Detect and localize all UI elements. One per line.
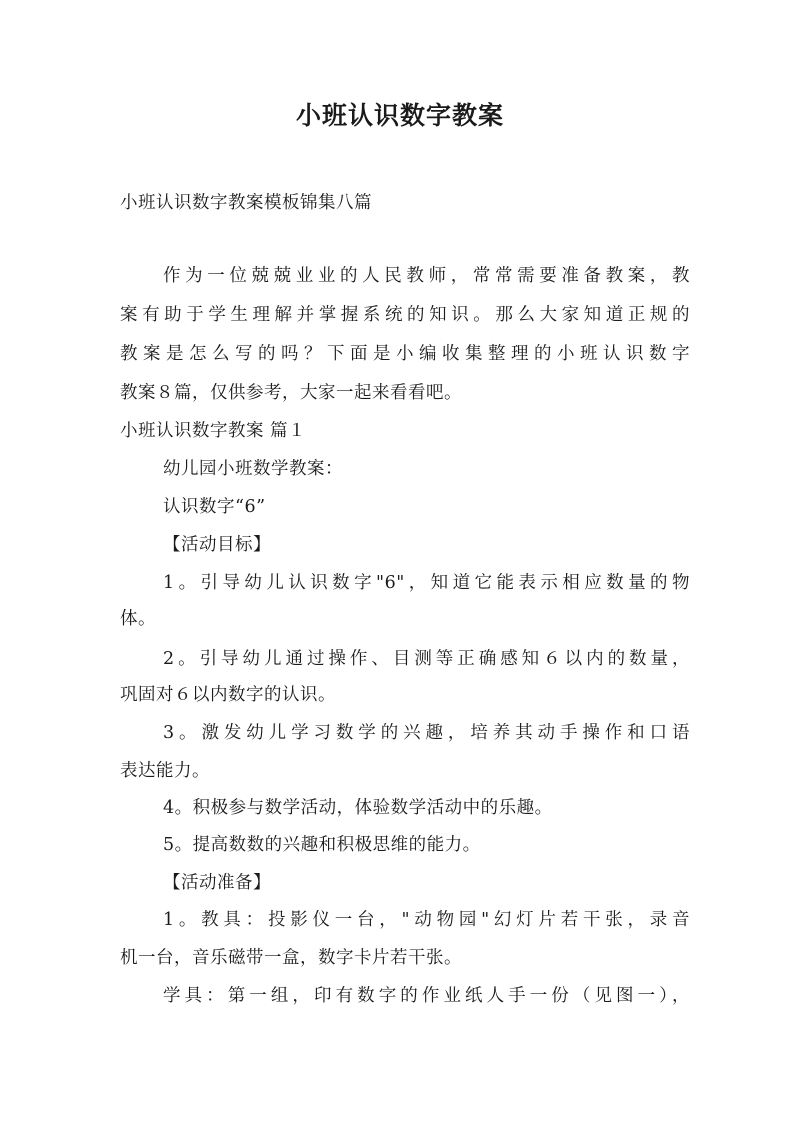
intro-line-1: 作为一位兢兢业业的人民教师，常常需要准备教案，教 xyxy=(163,266,690,286)
prep-1-line-1: 1。教具：投影仪一台，"动物园"幻灯片若干张，录音 xyxy=(163,910,690,930)
document-subtitle: 小班认识数字教案模板锦集八篇 xyxy=(120,193,372,213)
goal-1-line-2: 体。 xyxy=(120,609,156,629)
goal-3-line-1: 3。激发幼儿学习数学的兴趣，培养其动手操作和口语 xyxy=(163,723,690,743)
goal-5: 5。提高数数的兴趣和积极思维的能力。 xyxy=(163,835,481,855)
prep-2-line-1: 学具：第一组，印有数字的作业纸人手一份（见图一）， xyxy=(163,986,690,1006)
paragraph-line: 认识数字“6” xyxy=(163,497,266,517)
goal-1-line-1: 1。引导幼儿认识数字"6"，知道它能表示相应数量的物 xyxy=(163,573,690,593)
document-title: 小班认识数字教案 xyxy=(295,101,504,130)
intro-line-3: 教案是怎么写的吗？下面是小编收集整理的小班认识数字 xyxy=(120,344,690,364)
prep-1-line-2: 机一台，音乐磁带一盒，数字卡片若干张。 xyxy=(120,948,462,968)
paragraph-line: 幼儿园小班数学教案： xyxy=(163,459,343,479)
section-heading: 小班认识数字教案 篇１ xyxy=(120,421,307,441)
goal-2-line-1: 2。引导幼儿通过操作、目测等正确感知６以内的数量， xyxy=(163,649,690,669)
goal-4: 4。积极参与数学活动，体验数学活动中的乐趣。 xyxy=(163,798,553,818)
goal-2-line-2: 巩固对６以内数字的认识。 xyxy=(120,685,336,705)
intro-line-2: 案有助于学生理解并掌握系统的知识。那么大家知道正规的 xyxy=(120,305,690,325)
goal-3-line-2: 表达能力。 xyxy=(120,761,210,781)
intro-line-4: 教案８篇，仅供参考，大家一起来看看吧。 xyxy=(120,383,462,403)
subheading-activity-goals: 【活动目标】 xyxy=(163,535,271,555)
subheading-activity-prep: 【活动准备】 xyxy=(163,873,271,893)
